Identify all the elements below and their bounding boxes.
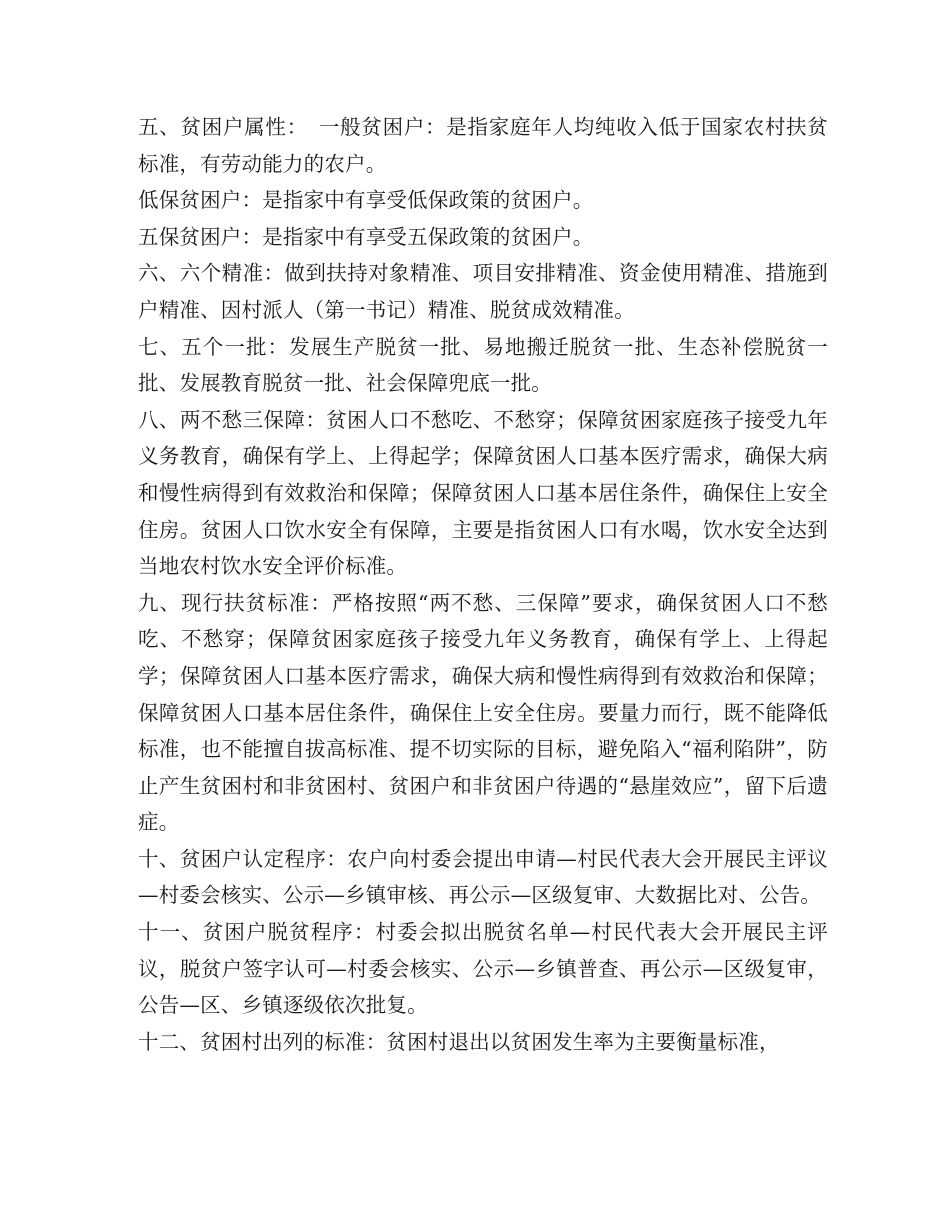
paragraph-identification-procedure: 十、贫困户认定程序：农户向村委会提出申请—村民代表大会开展民主评议—村委会核实、公示—乡镇审核、再公示—区级复审、大数据比对、公告。: [138, 846, 828, 908]
paragraph-poor-household-attributes: 五、贫困户属性： 一般贫困户：是指家庭年人均纯收入低于国家农村扶贫标准，有劳动能力的农户。: [138, 115, 828, 176]
paragraph-village-exit-standard: 十二、贫困村出列的标准：贫困村退出以贫困发生率为主要衡量标准，: [138, 1029, 780, 1054]
paragraph-two-assurances-three-guarantees: 八、两不愁三保障：贫困人口不愁吃、不愁穿；保障贫困家庭孩子接受九年义务教育，确保有学上、上得起学；保障贫困人口基本医疗需求，确保大病和慢性病得到有效救治和保障；保障贫困人口基本居住条件，确保住上安全住房。贫困人口饮水安全有保障，主要是指贫困人口有水喝，饮水安全达到当地农村饮水安全评价标准。: [138, 407, 828, 579]
document-body: [138, 109, 828, 1060]
paragraph-exit-procedure: 十一、贫困户脱贫程序：村委会拟出脱贫名单—村民代表大会开展民主评议，脱贫户签字认可—村委会核实、公示—乡镇普查、再公示—区级复审，公告—区、乡镇逐级依次批复。: [138, 920, 828, 1018]
paragraph-five-guarantees-household: 五保贫困户：是指家中有享受五保政策的贫困户。: [138, 224, 594, 249]
paragraph-six-precisions: 六、六个精准：做到扶持对象精准、项目安排精准、资金使用精准、措施到户精准、因村派人（第一书记）精准、脱贫成效精准。: [138, 261, 828, 322]
paragraph-current-poverty-standard: 九、现行扶贫标准：严格按照“两不愁、三保障”要求，确保贫困人口不愁吃、不愁穿；保障贫困家庭孩子接受九年义务教育，确保有学上、上得起学；保障贫困人口基本医疗需求，确保大病和慢性病得到有效救治和保障；保障贫困人口基本居住条件，确保住上安全住房。要量力而行，既不能降低标准，也不能擅自拔高标准、提不切实际的目标，避免陷入“福利陷阱”，防止产生贫困村和非贫困村、贫困户和非贫困户待遇的“悬崖效应”，留下后遗症。: [138, 590, 828, 835]
paragraph-low-income-household: 低保贫困户：是指家中有享受低保政策的贫困户。: [138, 188, 594, 213]
paragraph-five-batches: 七、五个一批：发展生产脱贫一批、易地搬迁脱贫一批、生态补偿脱贫一批、发展教育脱贫一批、社会保障兜底一批。: [138, 334, 828, 396]
